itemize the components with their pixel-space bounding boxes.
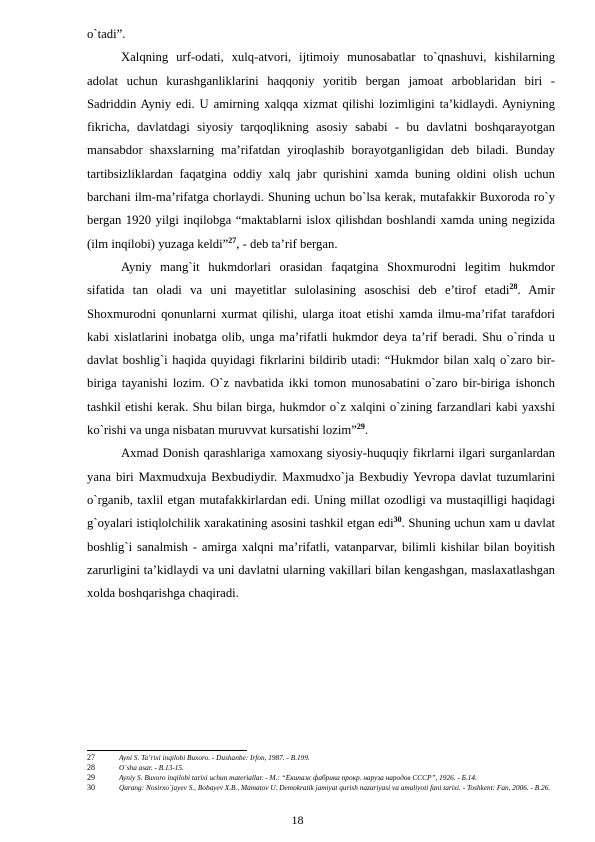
footnote-item <box>87 773 555 783</box>
footnote-text: Ayniy S. Buxoro inqilobi tarixi uchun materiallar. - M.: “Екипаж фабрика прокр. наруза народов СССР”, 1926. - Б.14. <box>119 773 477 782</box>
footnote-item <box>87 783 555 793</box>
body-text <box>87 23 555 605</box>
footnote-text: Qarang: Nosirxo`jayev S., Bobayev X.B., Mamatov U. Demokratik jamiyat qurish nazariyasi va amaliyoti fani tarixi. - Toshkent: Fan, 2006. - B.26. <box>119 783 551 792</box>
footnote-item <box>87 753 555 763</box>
footnote-number: 27 <box>87 753 95 762</box>
footnote-divider <box>87 750 247 751</box>
footnote-text: O`sha asar. - B.13-15. <box>119 763 184 772</box>
footnote-item <box>87 763 555 773</box>
paragraph-1: Xalqning urf-odati, xulq-atvori, ijtimoiy munosabatlar to`qnashuvi, kishilarning adolat uchun kurashganliklarini haqqoniy yoritib bergan jamoat arboblaridan biri - Sadriddin Ayniy edi. U amirning xalqqa xizmat qilishi lozimligini ta’kidlaydi. Ayniyning fikricha, davlatdagi siyosiy tarqoqlikning asosiy sababi - bu davlatni boshqarayotgan mansabdor shaxslarning ma’rifatdan yiroqlashib borayotganligidan deb biladi. Bunday tartibsizliklardan faqatgina oddiy xalq jabr qurishini xamda buning oldini olish uchun barchani ilm-ma’rifatga chorlaydi. Shuning uchun bo`lsa kerak, mutafakkir Buxoroda ro`y bergan 1920 yilgi inqilobga “maktablarni islox qilishdan boshlandi xamda uning negizida (ilm inqilobi) yuzaga keldi”$^{27}$, - deb ta’rif bergan. <box>87 50 555 251</box>
paragraph-2: Ayniy mang`it hukmdorlari orasidan faqatgina Shoxmurodni legitim hukmdor sifatida tan oladi va uni mayetitlar sulolasining asoschisi deb e’tirof etadi$^{28}$. Amir Shoxmurodni qonunlarni xurmat qilishi, ularga itoat etishi xamda ilmu-ma’rifat tarafdori kabi xislatlarini inobatga olib, unga ma’rifatli hukmdor deya ta’rif beradi. Shu o`rinda u davlat boshlig`i haqida quyidagi fikrlarini bildirib utadi: “Hukmdor bilan xalq o`zaro bir-biriga tayanishi lozim. O`z navbatida ikki tomon munosabatini o`zaro bir-biriga ishonch tashkil etishi kerak. Shu bilan birga, hukmdor o`z xalqini o`zining farzandlari kabi yaxshi ko`rishi va unga nisbatan muruvvat kursatishi lozim”$^{29}$. <box>87 259 555 438</box>
paragraph-0: o`tadi”. <box>87 27 126 41</box>
footnote-ref-29[interactable]: 29 <box>356 421 365 431</box>
footnote-number: 28 <box>87 763 95 772</box>
page-number: 18 <box>291 813 304 827</box>
footnote-ref-27[interactable]: 27 <box>228 235 237 245</box>
footnote-number: 30 <box>87 783 95 792</box>
footnote-text: Ayni S. Ta’rixi inqilobi Buxoro. - Dushanbe: Irfon, 1987. - B.199. <box>119 753 310 762</box>
paragraph-3: Axmad Donish qarashlariga xamoxang siyosiy-huquqiy fikrlarni ilgari surganlardan yana biri Maxmudxuja Bexbudiydir. Maxmudxo`ja Bexbudiy Yevropa davlat tuzumlarini o`rganib, taxlil etgan mutafakkirlardan edi. Uning millat ozodligi va mustaqilligi haqidagi g`oyalari istiqlolchilik xarakatining asosini tashkil etgan edi$^{30}$. Shuning uchun xam u davlat boshlig`i sanalmish - amirga xalqni ma’rifatli, vatanparvar, bilimli kishilar bilan boyitish zarurligini ta’kidlaydi va uni davlatni ularning vakillari bilan kengashgan, maslaxatlashgan xolda boshqarishga chaqiradi. <box>87 446 555 601</box>
footnotes <box>87 753 555 793</box>
footnote-ref-28[interactable]: 28 <box>509 282 518 292</box>
footnote-ref-30[interactable]: 30 <box>393 515 402 524</box>
footnote-number: 29 <box>87 773 95 782</box>
